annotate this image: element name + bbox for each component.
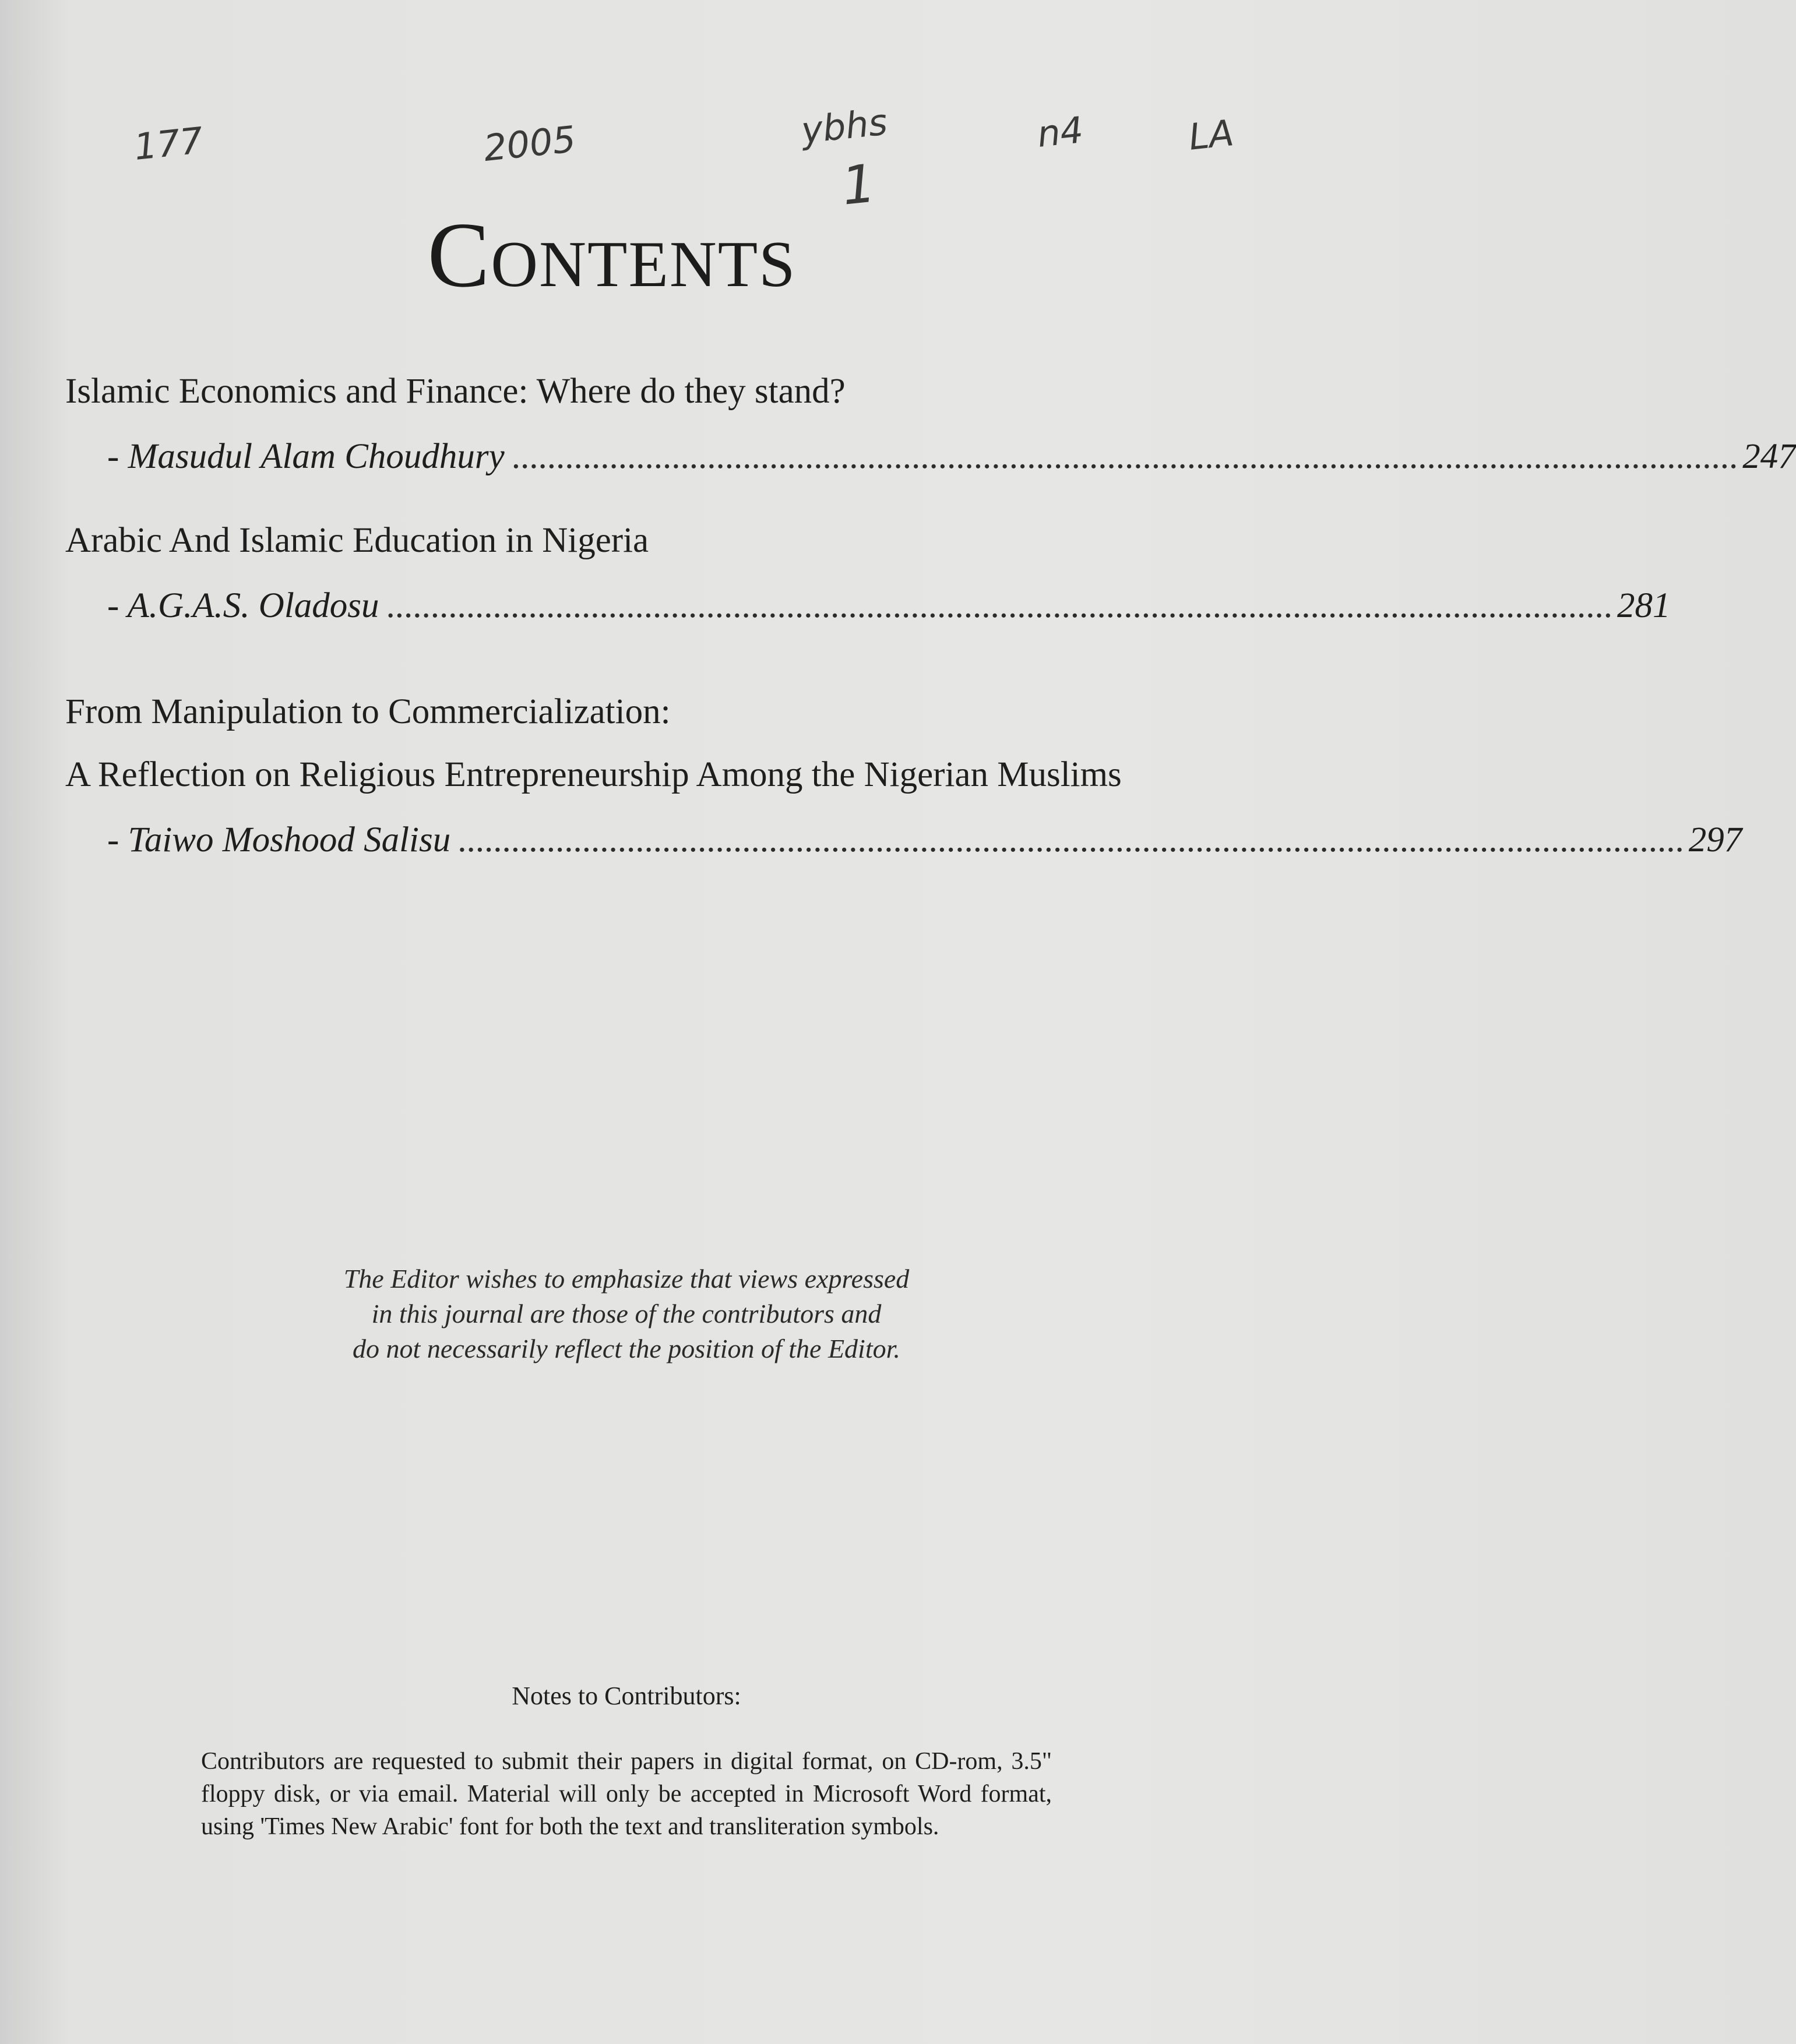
handwritten-note: ybhs bbox=[799, 100, 890, 152]
handwritten-note: n4 bbox=[1035, 108, 1086, 156]
article-title: Islamic Economics and Finance: Where do they stand? bbox=[65, 372, 846, 411]
notes-heading: Notes to Contributors: bbox=[512, 1682, 741, 1710]
page-number: 297 bbox=[1688, 820, 1742, 859]
author-line bbox=[65, 816, 1742, 865]
handwritten-note: LA bbox=[1186, 111, 1236, 158]
dot-leader: .......................................................................................................................................... bbox=[457, 820, 1684, 859]
page-title: Contents bbox=[427, 203, 797, 306]
handwritten-note: 177 bbox=[132, 119, 205, 168]
toc-entry bbox=[65, 688, 1742, 865]
toc-entry bbox=[65, 367, 1796, 481]
article-author: - A.G.A.S. Oladosu bbox=[107, 586, 379, 625]
author-line bbox=[65, 582, 1671, 630]
dot-leader: .......................................................................................................................................... bbox=[511, 437, 1738, 476]
page-number: 247 bbox=[1742, 437, 1796, 476]
page-number: 281 bbox=[1617, 586, 1671, 625]
toc-entry bbox=[65, 516, 1671, 630]
handwritten-note: 1 bbox=[839, 153, 879, 217]
notes-body: Contributors are requested to submit their papers in digital format, on CD-rom, 3.5" floppy disk, or via email. Material will only be accepted in Microsoft Word format, using 'Times New Arabic' font for both the text and transliteration symbols. bbox=[201, 1748, 1052, 1840]
article-title: From Manipulation to Commercialization: bbox=[65, 692, 671, 731]
table-of-contents bbox=[65, 367, 1796, 865]
editor-disclaimer: The Editor wishes to emphasize that views expressed in this journal are those of the contributors and do not necessarily reflect the position of the Editor. bbox=[343, 1264, 910, 1363]
dot-leader: .......................................................................................................................................... bbox=[386, 586, 1613, 625]
article-title: A Reflection on Religious Entrepreneurship Among the Nigerian Muslims bbox=[65, 755, 1122, 794]
article-author: - Taiwo Moshood Salisu bbox=[107, 820, 451, 859]
article-title: Arabic And Islamic Education in Nigeria bbox=[65, 521, 649, 560]
handwritten-note: 2005 bbox=[481, 117, 578, 170]
author-line bbox=[65, 432, 1796, 481]
article-author: - Masudul Alam Choudhury bbox=[107, 437, 505, 476]
